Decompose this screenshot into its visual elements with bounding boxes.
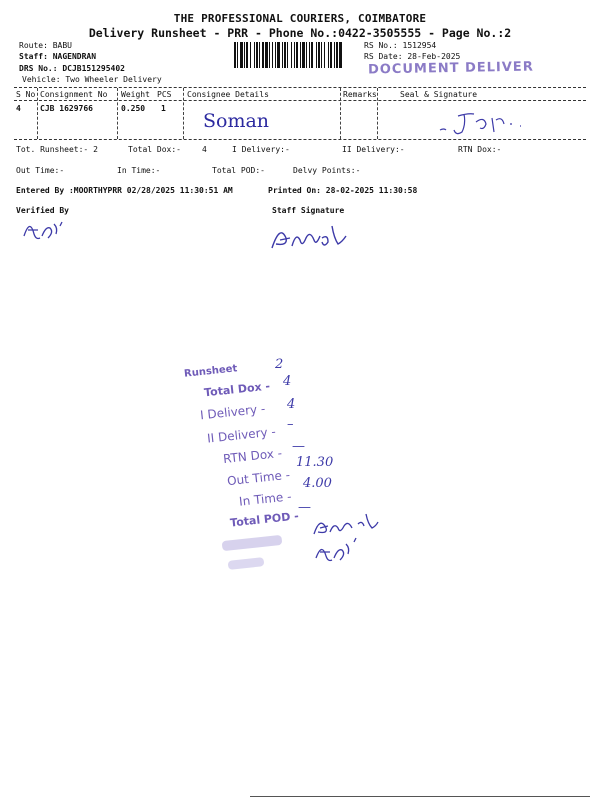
stamp-second-delivery-value: –	[287, 417, 294, 432]
stamp-out-time-value: 11.30	[296, 455, 334, 470]
stamp-smudge	[228, 557, 265, 570]
company-name: THE PROFESSIONAL COURIERS, COIMBATORE	[173, 12, 427, 25]
total-dox-value: 4	[202, 145, 207, 154]
stamp-second-delivery-label: II Delivery -	[206, 424, 277, 446]
col-divider	[340, 88, 341, 139]
table-top-border	[14, 87, 586, 88]
header-weight: Weight	[121, 90, 150, 99]
stamp-rtn-dox-value: —	[292, 439, 305, 454]
delivery-points-label: Delvy Points:-	[293, 166, 361, 175]
header-consignee: Consignee Details	[187, 90, 269, 99]
rtn-dox-label: RTN Dox:-	[458, 145, 502, 154]
printed-on: Printed On: 28-02-2025 11:30:58	[268, 186, 418, 195]
stamp-runsheet-value: 2	[275, 357, 284, 372]
header-remarks: Remarks	[343, 90, 377, 99]
stamp-rtn-dox-label: RTN Dox -	[222, 445, 283, 467]
document-title: Delivery Runsheet - PRR - Phone No.:0422-3505555 - Page No.:2	[88, 26, 512, 40]
header-seal-signature: Seal & Signature	[400, 90, 478, 99]
vehicle-label: Vehicle: Two Wheeler Delivery	[22, 75, 162, 84]
page-bottom-edge	[250, 796, 590, 797]
stamp-first-delivery-label: I Delivery -	[199, 401, 266, 423]
table-bottom-border	[14, 139, 586, 140]
row-pcs: 1	[161, 104, 166, 113]
rs-number: RS No.: 1512954	[364, 41, 437, 50]
verified-by-label: Verified By	[16, 206, 69, 215]
staff-label: Staff: NAGENDRAN	[19, 52, 97, 61]
stamp-smudge	[222, 535, 283, 551]
stamp-total-dox-value: 4	[283, 374, 292, 389]
header-consignment: Consignment No	[40, 90, 108, 99]
col-divider	[377, 88, 378, 139]
first-delivery-label: I Delivery:-	[232, 145, 290, 154]
stamp-runsheet-label: Runsheet	[183, 363, 238, 380]
col-divider	[37, 88, 38, 139]
header-sno: S No	[16, 90, 36, 99]
in-time-label: In Time:-	[117, 166, 161, 175]
drs-number: DRS No.: DCJB151295402	[19, 64, 125, 73]
total-dox-label: Total Dox:-	[128, 145, 181, 154]
total-runsheet: Tot. Runsheet:- 2	[16, 145, 98, 154]
verified-signature-icon	[20, 216, 80, 246]
stamp-total-pod-label: Total POD -	[229, 509, 300, 530]
barcode-bar	[342, 42, 343, 68]
row-sno: 4	[16, 104, 21, 113]
row-consignment: CJB 1629766	[40, 104, 93, 113]
col-divider	[117, 88, 118, 139]
total-pod-label: Total POD:-	[212, 166, 265, 175]
row-consignee-handwritten: Soman	[203, 110, 270, 132]
col-divider	[183, 88, 184, 139]
entered-by: Entered By :MOORTHYPRR 02/28/2025 11:30:51 AM	[16, 186, 233, 195]
table-header-border	[14, 100, 586, 101]
stamp-initials-icon	[312, 536, 372, 566]
rs-date: RS Date: 28-Feb-2025	[364, 52, 461, 61]
header-pcs: PCS	[157, 90, 172, 99]
stamp-first-delivery-value: 4	[287, 397, 296, 412]
route-label: Route: BABU	[19, 41, 72, 50]
row-weight: 0.250	[121, 104, 146, 113]
barcode	[234, 42, 358, 68]
second-delivery-label: II Delivery:-	[342, 145, 405, 154]
staff-signature-icon	[266, 220, 362, 254]
recipient-signature-icon	[430, 108, 540, 138]
stamp-total-dox-label: Total Dox -	[203, 379, 271, 400]
stamp-out-time-label: Out Time -	[226, 467, 291, 489]
staff-signature-label: Staff Signature	[272, 206, 345, 215]
stamp-total-pod-value: —	[298, 500, 311, 515]
stamp-in-time-value: 4.00	[303, 476, 332, 491]
out-time-label: Out Time:-	[16, 166, 65, 175]
document-delivery-stamp: DOCUMENT DELIVER	[367, 59, 534, 78]
stamp-in-time-label: In Time -	[238, 489, 293, 509]
